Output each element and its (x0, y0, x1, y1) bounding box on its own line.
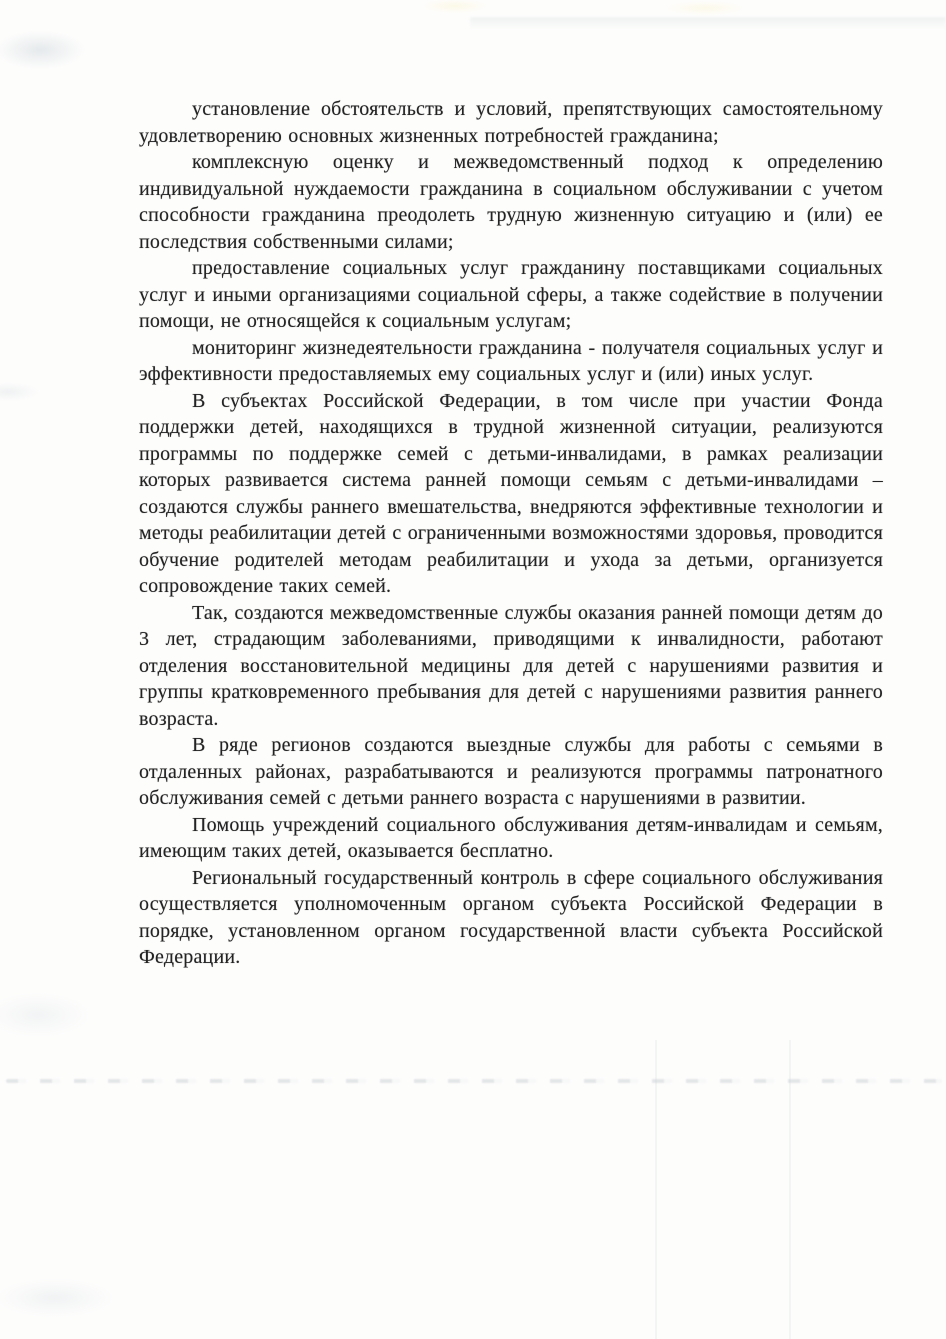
paragraph: комплексную оценку и межведомственный подход к определению индивидуальной нуждаемости гражданина в социальном обслуживании с учетом способности гражданина преодолеть трудную жизненную ситуацию и (или) ее последствия собственными силами; (139, 151, 883, 253)
paragraph: мониторинг жизнедеятельности гражданина - получателя социальных услуг и эффективности предоставляемых ему социальных услуг и (или) иных услуг. (139, 336, 883, 385)
paragraph: Помощь учреждений социального обслуживания детям-инвалидам и семьям, имеющим таких детей, оказывается бесплатно. (139, 813, 883, 862)
scan-artifact-vertical-streak (789, 1040, 791, 1339)
document-text (139, 96, 883, 971)
scan-artifact-speckle-line (6, 1079, 942, 1083)
scan-artifact-top-band (470, 17, 946, 28)
paragraph: В субъектах Российской Федерации, в том числе при участии Фонда поддержки детей, находящихся в трудной жизненной ситуации, реализуются программы по поддержке семей с детьми-инвалидами, в рамках реализации которых развивается система ранней помощи семьям с детьми-инвалидами – создаются службы раннего вмешательства, внедряются эффективные технологии и методы реабилитации детей с ограниченными возможностями здоровья, проводится обучение родителей методам реабилитации и ухода за детьми, организуется сопровождение таких семей. (139, 389, 883, 597)
paragraph: Региональный государственный контроль в сфере социального обслуживания осуществляется уполномоченным органом субъекта Российской Федерации в порядке, установленном органом государственной власти субъекта Российской Федерации. (139, 866, 883, 968)
scan-artifact-vertical-streak (655, 1040, 657, 1339)
paragraph: В ряде регионов создаются выездные службы для работы с семьями в отдаленных районах, разрабатываются и реализуются программы патронатного обслуживания семей с детьми раннего возраста с нарушениями в развитии. (139, 734, 883, 809)
paragraph: Так, создаются межведомственные службы оказания ранней помощи детям до 3 лет, страдающим заболеваниями, приводящими к инвалидности, работают отделения восстановительной медицины для детей с нарушениями развития и группы кратковременного пребывания для детей с нарушениями развития раннего возраста. (139, 601, 883, 730)
paragraph: предоставление социальных услуг гражданину поставщиками социальных услуг и иными организациями социальной сферы, а также содействие в получении помощи, не относящейся к социальным услугам; (139, 257, 883, 332)
paragraph: установление обстоятельств и условий, препятствующих самостоятельному удовлетворению основных жизненных потребностей гражданина; (139, 98, 883, 147)
